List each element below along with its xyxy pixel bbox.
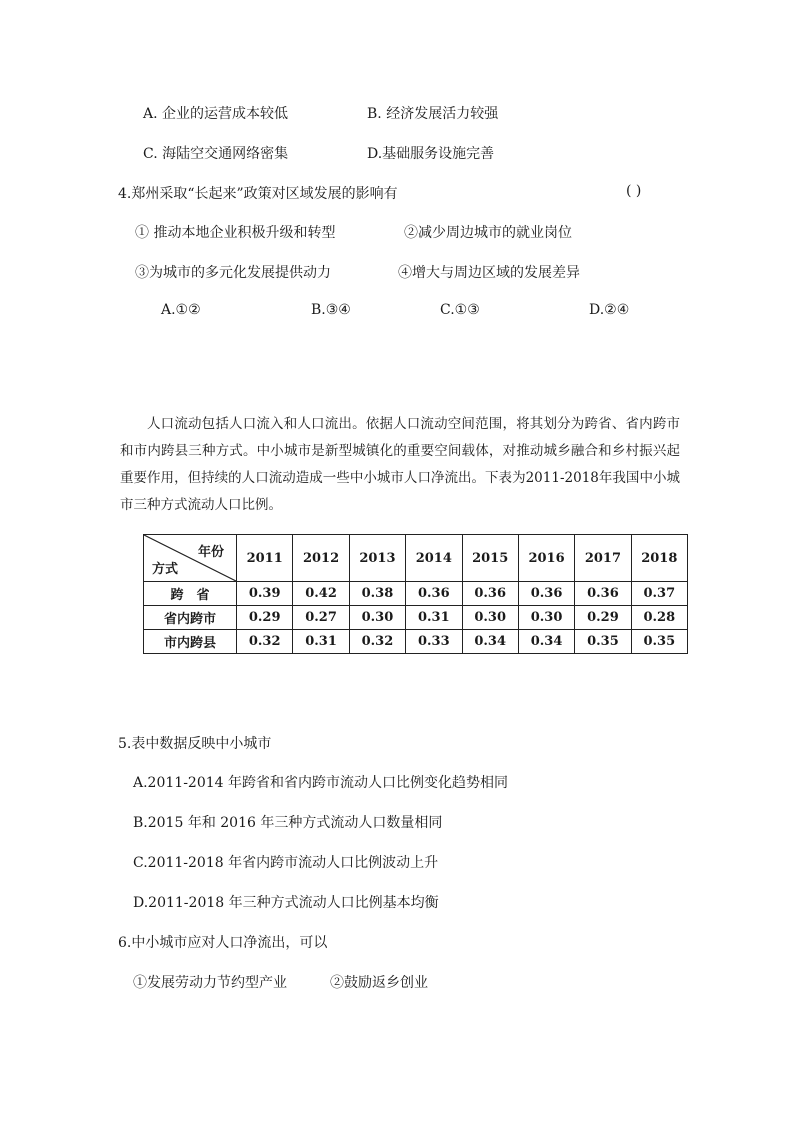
- table-cell: 0.29: [237, 606, 293, 630]
- table-cell: 0.35: [631, 630, 687, 654]
- q4-option-b: B.③④: [311, 302, 351, 318]
- q5-stem: 5.表中数据反映中小城市: [118, 736, 272, 752]
- table-cell: 0.36: [575, 582, 631, 606]
- corner-label-mode: 方式: [152, 562, 179, 577]
- table-cell: 0.36: [462, 582, 518, 606]
- q3-option-a: A. 企业的运营成本较低: [143, 106, 289, 122]
- q4-option-c: C.①③: [440, 302, 480, 318]
- year-header: 2012: [293, 535, 349, 582]
- q4-answer-bracket: ( ): [626, 183, 642, 199]
- table-cell: 0.34: [462, 630, 518, 654]
- table-cell: 0.31: [406, 606, 462, 630]
- q6-item-2: ②鼓励返乡创业: [330, 975, 428, 991]
- table-row: [144, 630, 688, 654]
- q4-option-d: D.②④: [589, 302, 630, 318]
- q4-item-3: ③为城市的多元化发展提供动力: [135, 265, 331, 281]
- table-corner-cell: [144, 535, 237, 582]
- table-cell: 0.34: [518, 630, 574, 654]
- table-cell: 0.29: [575, 606, 631, 630]
- corner-label-year: 年份: [197, 545, 224, 560]
- table-cell: 0.36: [406, 582, 462, 606]
- q5-option-b: B.2015 年和 2016 年三种方式流动人口数量相同: [133, 815, 443, 831]
- table-cell: 0.30: [462, 606, 518, 630]
- q5-option-d: D.2011-2018 年三种方式流动人口比例基本均衡: [133, 895, 439, 911]
- year-header: 2011: [237, 535, 293, 582]
- table-header-row: [144, 535, 688, 582]
- migration-ratio-table: [143, 534, 688, 654]
- q4-item-1: ① 推动本地企业积极升级和转型: [135, 225, 336, 241]
- table-cell: 0.39: [237, 582, 293, 606]
- row-label: 跨 省: [144, 582, 237, 606]
- table-cell: 0.30: [349, 606, 405, 630]
- q6-stem: 6.中小城市应对人口净流出，可以: [118, 935, 328, 951]
- table-cell: 0.31: [293, 630, 349, 654]
- year-header: 2013: [349, 535, 405, 582]
- table-cell: 0.42: [293, 582, 349, 606]
- q6-item-1: ①发展劳动力节约型产业: [133, 975, 287, 991]
- table-cell: 0.35: [575, 630, 631, 654]
- table-cell: 0.33: [406, 630, 462, 654]
- table-cell: 0.36: [518, 582, 574, 606]
- row-label: 省内跨市: [144, 606, 237, 630]
- q4-option-a: A.①②: [161, 302, 201, 318]
- q4-item-2: ②减少周边城市的就业岗位: [404, 225, 572, 241]
- row-label: 市内跨县: [144, 630, 237, 654]
- table-cell: 0.27: [293, 606, 349, 630]
- table-row: [144, 606, 688, 630]
- q3-option-c: C. 海陆空交通网络密集: [143, 146, 289, 162]
- q3-option-b: B. 经济发展活力较强: [367, 106, 499, 122]
- year-header: 2014: [406, 535, 462, 582]
- q4-item-4: ④增大与周边区域的发展差异: [398, 265, 580, 281]
- table-cell: 0.32: [237, 630, 293, 654]
- q5-option-a: A.2011-2014 年跨省和省内跨市流动人口比例变化趋势相同: [133, 775, 508, 791]
- q5-option-c: C.2011-2018 年省内跨市流动人口比例波动上升: [133, 855, 439, 871]
- table-row: [144, 582, 688, 606]
- table-cell: 0.38: [349, 582, 405, 606]
- passage-text: 人口流动包括人口流入和人口流出。依据人口流动空间范围，将其划分为跨省、省内跨市和市内跨县三种方式。中小城市是新型城镇化的重要空间载体，对推动城乡融合和乡村振兴起重要作用，但持续的人口流动造成一些中小城市人口净流出。下表为2011-2018年我国中小城市三种方式流动人口比例。: [120, 416, 680, 513]
- year-header: 2015: [462, 535, 518, 582]
- year-header: 2016: [518, 535, 574, 582]
- table-cell: 0.30: [518, 606, 574, 630]
- table-cell: 0.28: [631, 606, 687, 630]
- q3-option-d: D.基础服务设施完善: [367, 146, 495, 162]
- table-cell: 0.32: [349, 630, 405, 654]
- year-header: 2017: [575, 535, 631, 582]
- q4-stem: 4.郑州采取“长起来”政策对区域发展的影响有: [118, 186, 398, 202]
- year-header: 2018: [631, 535, 687, 582]
- table-cell: 0.37: [631, 582, 687, 606]
